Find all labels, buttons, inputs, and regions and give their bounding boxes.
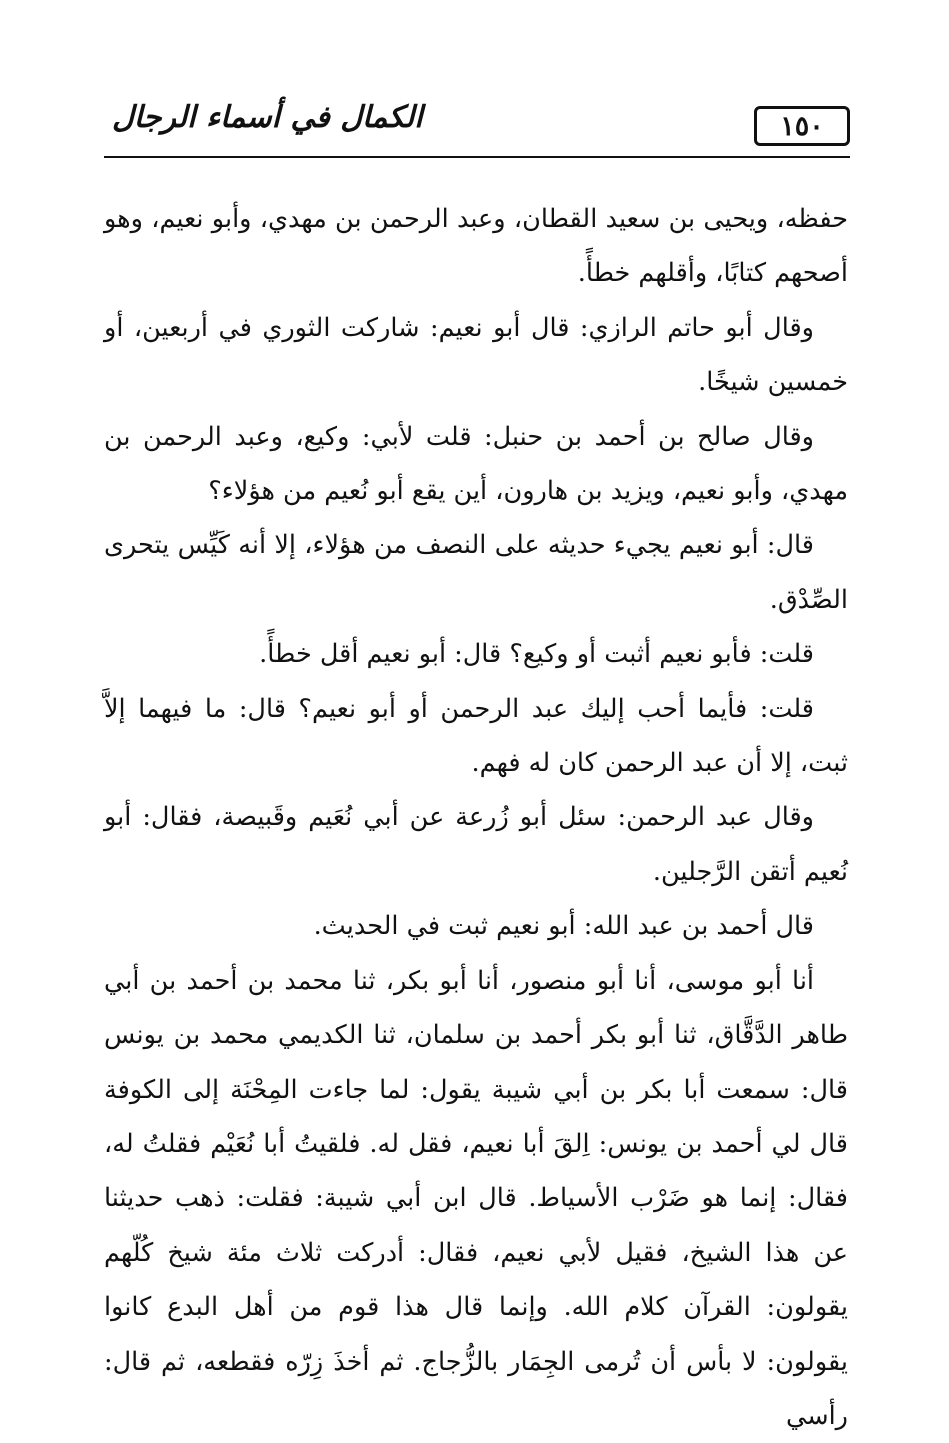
paragraph: قال أحمد بن عبد الله: أبو نعيم ثبت في الحديث. [313, 911, 814, 942]
paragraph: وقال صالح بن أحمد بن حنبل: قلت لأبي: وكيع، وعبد الرحمن بن مهدي، وأبو نعيم، ويزيد بن هارون، أين يقع أبو نُعيم من هؤلاء؟ [104, 421, 848, 507]
paragraph: حفظه، ويحيى بن سعيد القطان، وعبد الرحمن بن مهدي، وأبو نعيم، وهو أصحهم كتابًا، وأقلهم خطأً. [104, 204, 848, 289]
body-text [104, 192, 848, 1443]
paragraph: أنا أبو موسى، أنا أبو منصور، أنا أبو بكر، ثنا محمد بن أحمد بن أبي طاهر الدَّقَّاق، ثنا أبو بكر أحمد بن سلمان، ثنا الكديمي محمد بن يونس قال: سمعت أبا بكر بن أبي شيبة يقول: لما جاءت المِحْنَة إلى الكوفة قال لي أحمد بن يونس: اِلقَ أبا نعيم، فقل له. فلقيتُ أبا نُعَيْم فقلتُ له، فقال: إنما هو ضَرْب الأسياط. قال ابن أبي شيبة: فقلت: ذهب حديثنا عن هذا الشيخ، فقيل لأبي نعيم، فقال: أدركت ثلاث مئة شيخ كُلّهم يقولون: القرآن كلام الله. وإنما قال هذا قوم من أهل البدع كانوا يقولون: لا بأس أن تُرمى الجِمَار بالزُّجاج. ثم أخذَ زِرّه فقطعه، ثم قال: رأسي [104, 965, 848, 1431]
page-header [104, 96, 850, 158]
page-number: ١٥٠ [754, 106, 850, 146]
paragraph: قلت: فأيما أحب إليك عبد الرحمن أو أبو نعيم؟ قال: ما فيهما إلاَّ ثبت، إلا أن عبد الرحمن كان له فهم. [104, 693, 848, 779]
paragraph: وقال عبد الرحمن: سئل أبو زُرعة عن أبي نُعَيم وقَبيصة، فقال: أبو نُعيم أتقن الرَّجلين. [104, 802, 848, 887]
running-title: الكمال في أسماء الرجال [112, 100, 423, 135]
paragraph: قلت: فأبو نعيم أثبت أو وكيع؟ قال: أبو نعيم أقل خطأً. [259, 639, 814, 670]
header-rule [104, 156, 850, 158]
paragraph: وقال أبو حاتم الرازي: قال أبو نعيم: شاركت الثوري في أربعين، أو خمسين شيخًا. [104, 312, 848, 398]
paragraph: قال: أبو نعيم يجيء حديثه على النصف من هؤلاء، إلا أنه كَيِّس يتحرى الصِّدْق. [104, 530, 848, 615]
